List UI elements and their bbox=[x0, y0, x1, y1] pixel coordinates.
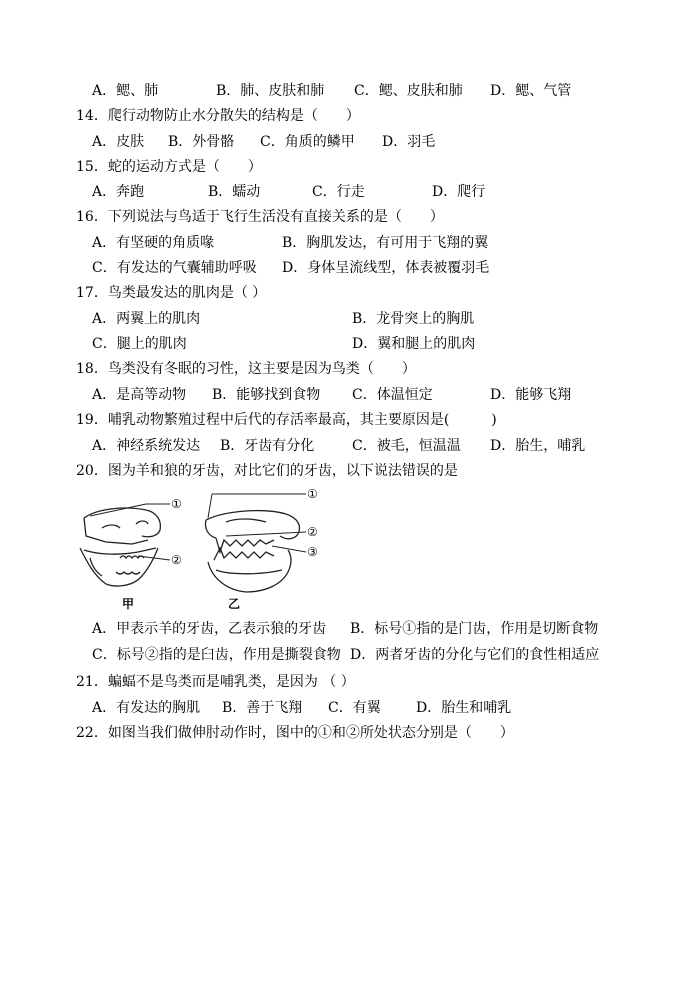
option-b[interactable]: B．龙骨突上的胸肌 bbox=[352, 311, 475, 327]
question-18-stem: 18．鸟类没有冬眠的习性，这主要是因为鸟类（ ） bbox=[76, 361, 416, 377]
option-b[interactable]: B．胸肌发达，有可用于飞翔的翼 bbox=[282, 235, 489, 251]
option-c[interactable]: C．角质的鳞甲 bbox=[260, 134, 355, 150]
option-b[interactable]: B．善于飞翔 bbox=[222, 700, 303, 716]
sheep-marker-lines bbox=[90, 504, 170, 560]
sheep-skull bbox=[80, 508, 160, 586]
question-20-stem: 20．图为羊和狼的牙齿，对比它们的牙齿，以下说法错误的是 bbox=[76, 463, 458, 479]
question-17-stem: 17．鸟类最发达的肌肉是（ ） bbox=[76, 285, 267, 301]
marker-2-sheep: ② bbox=[171, 553, 182, 567]
option-d[interactable]: D．胎生和哺乳 bbox=[416, 700, 512, 716]
option-c[interactable]: C．被毛，恒温温 bbox=[352, 438, 461, 454]
question-22-stem: 22．如图当我们做伸肘动作时，图中的①和②所处状态分别是（ ） bbox=[76, 725, 514, 741]
option-d[interactable]: D．爬行 bbox=[432, 184, 486, 200]
option-b[interactable]: B．蠕动 bbox=[208, 184, 261, 200]
option-a[interactable]: A．鳃、肺 bbox=[92, 83, 159, 99]
option-c[interactable]: C．有翼 bbox=[328, 700, 381, 716]
question-14-stem: 14．爬行动物防止水分散失的结构是（ ） bbox=[76, 108, 360, 124]
option-a[interactable]: A．有发达的胸肌 bbox=[92, 700, 201, 716]
option-a[interactable]: A．两翼上的肌肉 bbox=[92, 311, 201, 327]
option-d[interactable]: D．能够飞翔 bbox=[490, 387, 572, 403]
option-c[interactable]: C．标号②指的是臼齿，作用是撕裂食物 bbox=[92, 647, 341, 663]
question-19-stem: 19．哺乳动物繁殖过程中后代的存活率最高，其主要原因是( ) bbox=[76, 412, 497, 428]
option-a[interactable]: A．有坚硬的角质喙 bbox=[92, 235, 215, 251]
option-c[interactable]: C．体温恒定 bbox=[352, 387, 433, 403]
option-b[interactable]: B．外骨骼 bbox=[168, 134, 235, 150]
option-b[interactable]: B．标号①指的是门齿，作用是切断食物 bbox=[350, 621, 599, 637]
option-a[interactable]: A．是高等动物 bbox=[92, 387, 187, 403]
marker-3-wolf: ③ bbox=[307, 545, 318, 559]
label-yi: 乙 bbox=[228, 597, 241, 611]
question-16-stem: 16．下列说法与鸟适于飞行生活没有直接关系的是（ ） bbox=[76, 209, 444, 225]
marker-1-wolf: ① bbox=[307, 487, 318, 501]
option-b[interactable]: B．肺、皮肤和肺 bbox=[216, 83, 325, 99]
teeth-diagram bbox=[76, 488, 346, 616]
marker-2-wolf: ② bbox=[307, 525, 318, 539]
question-21-stem: 21．蝙蝠不是鸟类而是哺乳类，是因为 （ ） bbox=[76, 674, 355, 690]
option-a[interactable]: A．奔跑 bbox=[92, 184, 145, 200]
option-a[interactable]: A．皮肤 bbox=[92, 134, 145, 150]
option-a[interactable]: A．甲表示羊的牙齿，乙表示狼的牙齿 bbox=[92, 621, 327, 637]
option-d[interactable]: D．胎生，哺乳 bbox=[490, 438, 586, 454]
marker-1-sheep: ① bbox=[171, 497, 182, 511]
option-c[interactable]: C．腿上的肌肉 bbox=[92, 336, 187, 352]
option-d[interactable]: D．身体呈流线型，体表被覆羽毛 bbox=[282, 260, 490, 276]
question-15-stem: 15．蛇的运动方式是（ ） bbox=[76, 159, 262, 175]
option-d[interactable]: D．两者牙齿的分化与它们的食性相适应 bbox=[350, 647, 600, 663]
option-d[interactable]: D．鳃、气管 bbox=[490, 83, 572, 99]
teeth-figure bbox=[76, 488, 346, 616]
option-c[interactable]: C．鳃、皮肤和肺 bbox=[354, 83, 463, 99]
option-c[interactable]: C．有发达的气囊辅助呼吸 bbox=[92, 260, 257, 276]
wolf-skull bbox=[205, 511, 299, 592]
option-a[interactable]: A．神经系统发达 bbox=[92, 438, 201, 454]
label-jia: 甲 bbox=[122, 597, 135, 611]
option-d[interactable]: D．翼和腿上的肌肉 bbox=[352, 336, 476, 352]
option-b[interactable]: B．能够找到食物 bbox=[212, 387, 321, 403]
option-c[interactable]: C．行走 bbox=[312, 184, 365, 200]
option-d[interactable]: D．羽毛 bbox=[382, 134, 436, 150]
option-b[interactable]: B．牙齿有分化 bbox=[220, 438, 315, 454]
